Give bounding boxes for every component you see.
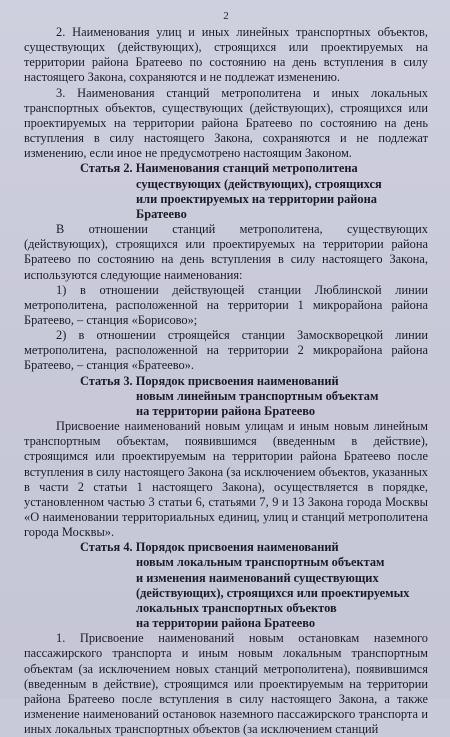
heading-line: локальных транспортных объектов bbox=[136, 600, 337, 615]
heading-line: на территории района Братеево bbox=[136, 616, 316, 631]
heading-line: Статья 4. Порядок присвоения наименований bbox=[80, 540, 339, 555]
heading-line: Статья 2. Наименования станций метрополитена bbox=[80, 161, 358, 176]
heading-line: (действующих), строящихся или проектируемых bbox=[136, 585, 410, 600]
heading-line: или проектируемых на территории района Братеево bbox=[136, 191, 377, 221]
paragraph-art1-part3: 3. Наименования станций метрополитена и иных локальных транспортных объектов, существующих (действующих), строящихся или проектируемых на территории района Братеево по состоянию на день вступления в силу настоящего Закона, сохраняются и не подлежат изменению, если иное не предусмотрено настоящим Законом. bbox=[24, 85, 428, 161]
heading-line: новым линейным транспортным объектам bbox=[136, 388, 379, 403]
heading-line: новым локальным транспортным объектам bbox=[136, 555, 385, 570]
page-number: 2 bbox=[223, 10, 229, 22]
article-2-item-2: 2) в отношении строящейся станции Замоскворецкой линии метрополитена, расположенной на территории 2 микрорайона района Братеево, – станция «Братеево». bbox=[24, 328, 428, 373]
heading-line: и изменения наименований существующих bbox=[136, 570, 379, 585]
article-2-paragraph: В отношении станций метрополитена, существующих (действующих), строящихся или проектируемых на территории района Братеево по состоянию на день вступления в силу настоящего Закона, используются следующие наименования: bbox=[24, 222, 428, 282]
article-2-heading bbox=[80, 161, 428, 222]
paragraph-art1-part2: 2. Наименования улиц и иных линейных транспортных объектов, существующих (действующих), строящихся или проектируемых на территории района Братеево по состоянию на день вступления в силу настоящего Закона, сохраняются и не подлежат изменению. bbox=[24, 25, 428, 85]
heading-line: существующих (действующих), строящихся bbox=[136, 176, 382, 191]
article-3-heading bbox=[80, 374, 428, 419]
article-2-item-1: 1) в отношении действующей станции Люблинской линии метрополитена, расположенной на территории 1 микрорайона района Братеево, – станция «Борисово»; bbox=[24, 282, 428, 327]
article-4-paragraph-1: 1. Присвоение наименований новым остановкам наземного пассажирского транспорта и иным новым локальным транспортным объектам (за исключением новых станций метрополитена), появившимся (введенным в действие), строящимся или проектируемым на территории района Братеево после вступления в силу настоящего Закона, а также изменение наименований остановок наземного пассажирского транспорта и иных локальных транспортных объектов (за исключением станций bbox=[24, 631, 428, 737]
article-4-heading bbox=[80, 540, 428, 631]
heading-line: на территории района Братеево bbox=[136, 403, 316, 418]
article-3-paragraph: Присвоение наименований новым улицам и иным новым линейным транспортным объектам, появившимся (введенным в действие), строящимся или проектируемым на территории района Братеево после вступления в силу настоящего Закона (за исключением объектов, указанных в части 2 статьи 1 настоящего Закона), осуществляется в порядке, установленном частью 3 статьи 6, статьями 7, 9 и 13 Закона города Москвы «О наименовании территориальных единиц, улиц и станций метрополитена города Москвы». bbox=[24, 419, 428, 540]
heading-line: Статья 3. Порядок присвоения наименований bbox=[80, 373, 339, 388]
